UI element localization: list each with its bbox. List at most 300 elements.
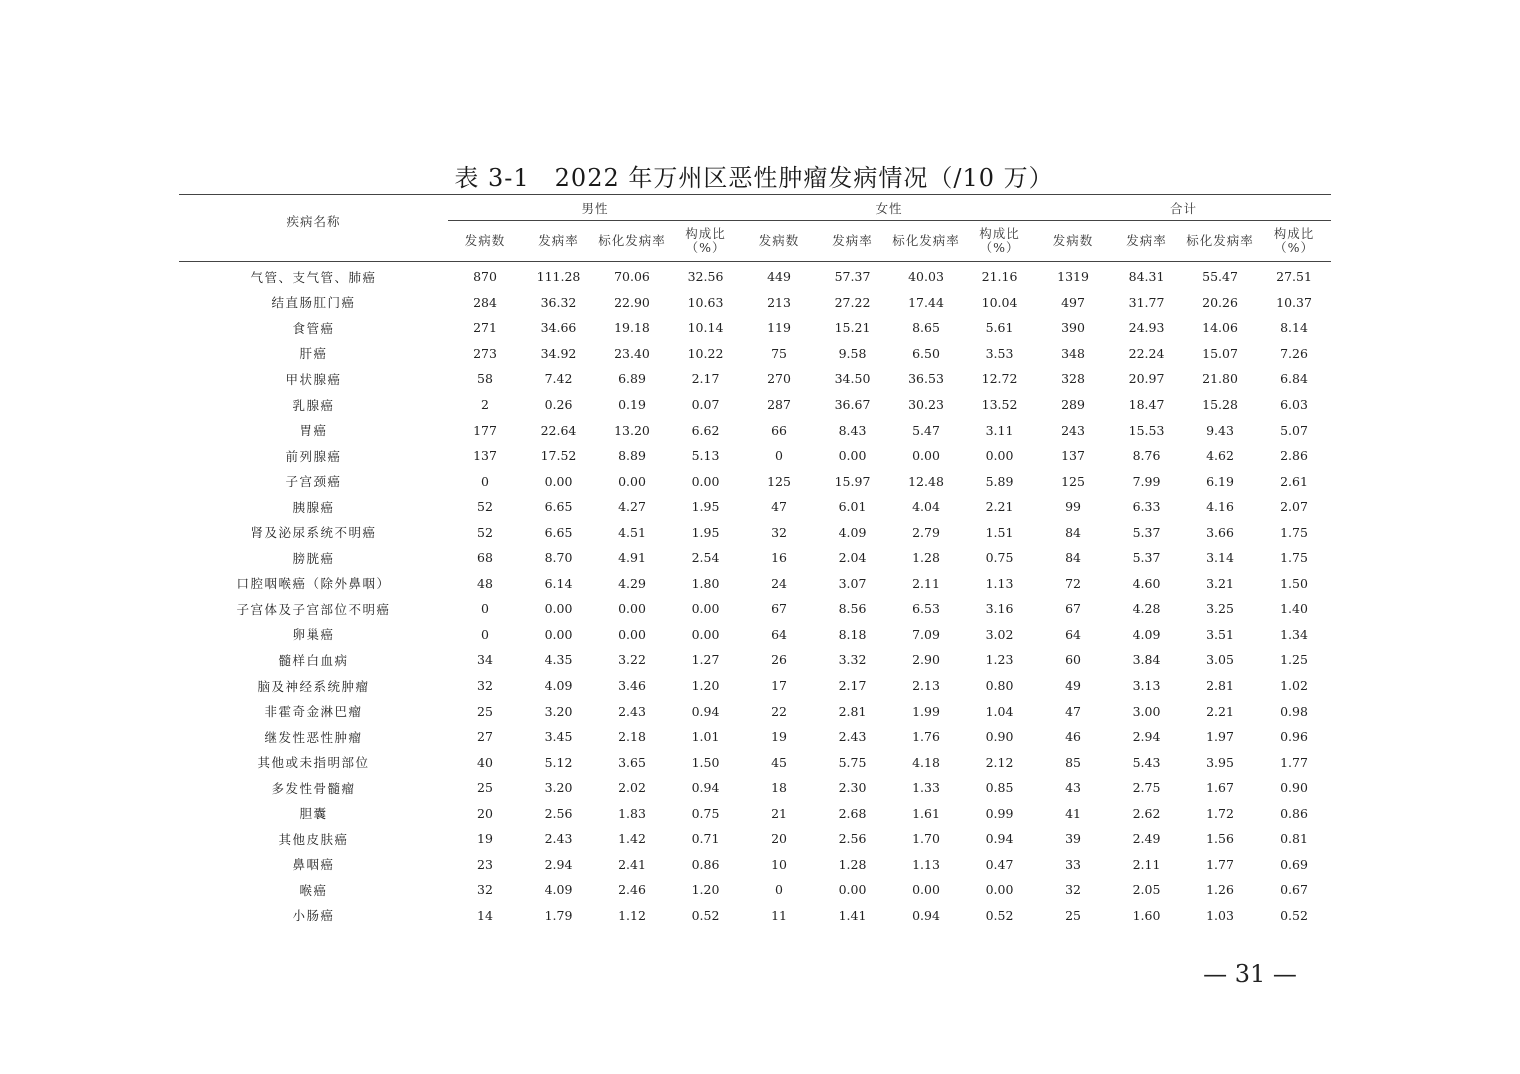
sub-header-cell bbox=[963, 221, 1036, 262]
value-cell: 2.17 bbox=[691, 371, 720, 387]
value-cell: 1.77 bbox=[1206, 856, 1234, 872]
value-cell: 20 bbox=[771, 831, 787, 847]
value-cell: 6.19 bbox=[1206, 473, 1234, 489]
disease-name-cell: 胆囊 bbox=[299, 806, 328, 822]
table-body bbox=[179, 262, 1331, 929]
value-cell: 75 bbox=[771, 345, 787, 361]
value-cell: 7.09 bbox=[912, 626, 940, 642]
value-cell: 2.41 bbox=[618, 856, 646, 872]
table-row bbox=[179, 800, 1331, 826]
value-cell: 0.75 bbox=[691, 805, 720, 821]
value-cell: 25 bbox=[477, 780, 493, 796]
value-cell: 3.14 bbox=[1206, 550, 1234, 566]
value-cell: 67 bbox=[1065, 601, 1081, 617]
sub-header-cell bbox=[1036, 221, 1110, 262]
value-cell: 2.56 bbox=[544, 805, 573, 821]
value-cell: 14.06 bbox=[1202, 320, 1238, 336]
value-cell: 0 bbox=[775, 882, 783, 898]
table-row bbox=[179, 826, 1331, 852]
value-cell: 0.00 bbox=[838, 448, 867, 464]
value-cell: 3.95 bbox=[1206, 754, 1234, 770]
value-cell: 4.29 bbox=[618, 575, 646, 591]
value-cell: 20 bbox=[477, 805, 493, 821]
value-cell: 1.02 bbox=[1280, 678, 1308, 694]
value-cell: 10.14 bbox=[687, 320, 724, 336]
table-row bbox=[179, 417, 1331, 443]
disease-name-cell: 前列腺癌 bbox=[285, 448, 342, 464]
value-cell: 24 bbox=[771, 575, 787, 591]
value-cell: 34.92 bbox=[540, 345, 577, 361]
value-cell: 8.18 bbox=[838, 626, 867, 642]
value-cell: 27.51 bbox=[1276, 269, 1312, 285]
value-cell: 3.11 bbox=[985, 422, 1014, 438]
value-cell: 1.60 bbox=[1132, 907, 1161, 923]
disease-name-cell: 继发性恶性肿瘤 bbox=[264, 729, 363, 745]
value-cell: 1.23 bbox=[985, 652, 1014, 668]
value-cell: 39 bbox=[1065, 831, 1081, 847]
sub-header-cell bbox=[742, 221, 816, 262]
value-cell: 6.14 bbox=[544, 575, 573, 591]
value-cell: 0.67 bbox=[1280, 882, 1308, 898]
value-cell: 0.99 bbox=[985, 805, 1014, 821]
value-cell: 0.94 bbox=[912, 907, 940, 923]
value-cell: 1.20 bbox=[691, 882, 720, 898]
value-cell: 22 bbox=[771, 703, 787, 719]
value-cell: 3.13 bbox=[1132, 678, 1161, 694]
value-cell: 348 bbox=[1061, 345, 1085, 361]
value-cell: 8.70 bbox=[544, 550, 573, 566]
value-cell: 2 bbox=[481, 397, 489, 412]
value-cell: 5.47 bbox=[912, 422, 940, 438]
disease-name-cell: 结直肠肛门癌 bbox=[271, 295, 356, 311]
value-cell: 2.43 bbox=[544, 831, 573, 847]
value-cell: 1.01 bbox=[691, 729, 720, 745]
value-cell: 5.75 bbox=[838, 754, 867, 770]
value-cell: 22.90 bbox=[614, 294, 650, 310]
value-cell: 66 bbox=[771, 422, 787, 438]
value-cell: 68 bbox=[477, 550, 493, 566]
value-cell: 1.04 bbox=[985, 703, 1014, 719]
value-cell: 1.67 bbox=[1206, 780, 1234, 796]
value-cell: 15.07 bbox=[1202, 345, 1238, 361]
value-cell: 4.18 bbox=[912, 754, 940, 770]
value-cell: 1.26 bbox=[1206, 882, 1234, 898]
value-cell: 3.20 bbox=[544, 703, 573, 719]
value-cell: 2.56 bbox=[838, 831, 867, 847]
value-cell: 1.03 bbox=[1206, 907, 1234, 923]
value-cell: 1.50 bbox=[1280, 575, 1308, 591]
value-cell: 0.75 bbox=[985, 550, 1014, 566]
value-cell: 0 bbox=[481, 601, 489, 617]
table-row bbox=[179, 341, 1331, 367]
sub-header-cell bbox=[889, 221, 963, 262]
value-cell: 2.90 bbox=[912, 652, 940, 668]
value-cell: 1.33 bbox=[912, 780, 940, 796]
table-row bbox=[179, 775, 1331, 801]
value-cell: 34.50 bbox=[834, 371, 871, 387]
value-cell: 5.37 bbox=[1132, 550, 1161, 566]
table-row bbox=[179, 262, 1331, 290]
sub-header-unit: （%） bbox=[1274, 240, 1314, 255]
value-cell: 52 bbox=[477, 499, 493, 515]
value-cell: 22.64 bbox=[540, 422, 577, 438]
value-cell: 27 bbox=[477, 729, 493, 745]
value-cell: 0.00 bbox=[544, 601, 573, 617]
value-cell: 1.61 bbox=[912, 805, 940, 821]
value-cell: 6.33 bbox=[1132, 499, 1161, 515]
value-cell: 328 bbox=[1061, 371, 1085, 387]
value-cell: 0.96 bbox=[1280, 729, 1308, 745]
value-cell: 1.50 bbox=[691, 754, 720, 770]
value-cell: 6.84 bbox=[1280, 371, 1308, 387]
value-cell: 31.77 bbox=[1128, 294, 1165, 310]
value-cell: 2.61 bbox=[1280, 473, 1308, 489]
value-cell: 25 bbox=[1065, 907, 1081, 923]
value-cell: 5.13 bbox=[691, 448, 720, 464]
sub-header-label: 发病数 bbox=[758, 233, 800, 248]
value-cell: 1.95 bbox=[691, 524, 720, 540]
value-cell: 84 bbox=[1065, 524, 1081, 540]
table-row bbox=[179, 468, 1331, 494]
value-cell: 13.20 bbox=[614, 422, 650, 438]
value-cell: 0.52 bbox=[985, 907, 1014, 923]
value-cell: 32 bbox=[477, 678, 493, 694]
value-cell: 43 bbox=[1065, 780, 1081, 796]
sub-header-label: 构成比 bbox=[1273, 226, 1315, 241]
value-cell: 0.52 bbox=[1280, 907, 1308, 923]
value-cell: 1.12 bbox=[618, 907, 646, 923]
disease-name-cell: 多发性骨髓瘤 bbox=[271, 780, 356, 796]
value-cell: 0.47 bbox=[985, 856, 1014, 872]
value-cell: 10.22 bbox=[687, 345, 724, 361]
value-cell: 3.07 bbox=[838, 575, 867, 591]
value-cell: 270 bbox=[767, 371, 791, 387]
sub-header-cell bbox=[1110, 221, 1183, 262]
value-cell: 3.45 bbox=[544, 729, 573, 745]
value-cell: 3.65 bbox=[618, 754, 646, 770]
value-cell: 2.11 bbox=[912, 575, 940, 591]
value-cell: 36.67 bbox=[834, 397, 871, 412]
value-cell: 55.47 bbox=[1202, 269, 1238, 285]
value-cell: 2.62 bbox=[1132, 805, 1161, 821]
value-cell: 1.13 bbox=[912, 856, 940, 872]
value-cell: 0.00 bbox=[838, 882, 867, 898]
value-cell: 1.40 bbox=[1280, 601, 1308, 617]
disease-name-cell: 喉癌 bbox=[299, 882, 328, 898]
value-cell: 1.13 bbox=[985, 575, 1014, 591]
value-cell: 3.21 bbox=[1206, 575, 1234, 591]
table-row bbox=[179, 852, 1331, 878]
value-cell: 2.46 bbox=[618, 882, 646, 898]
value-cell: 1.25 bbox=[1280, 652, 1308, 668]
group-header-female: 女性 bbox=[742, 195, 1036, 221]
value-cell: 49 bbox=[1065, 678, 1081, 694]
sub-header-cell bbox=[816, 221, 889, 262]
value-cell: 64 bbox=[1065, 626, 1081, 642]
table-row bbox=[179, 622, 1331, 648]
value-cell: 4.35 bbox=[544, 652, 573, 668]
value-cell: 27.22 bbox=[834, 294, 871, 310]
value-cell: 8.65 bbox=[912, 320, 940, 336]
value-cell: 1.75 bbox=[1280, 524, 1308, 540]
value-cell: 2.81 bbox=[1206, 678, 1234, 694]
page-number: — 31 — bbox=[1203, 960, 1297, 988]
value-cell: 0 bbox=[481, 626, 489, 642]
value-cell: 1.95 bbox=[691, 499, 720, 515]
sub-header-cell bbox=[448, 221, 522, 262]
value-cell: 1.77 bbox=[1280, 754, 1308, 770]
table-row bbox=[179, 571, 1331, 597]
value-cell: 5.07 bbox=[1280, 422, 1308, 438]
value-cell: 0.52 bbox=[691, 907, 720, 923]
disease-name-cell: 脑及神经系统肿瘤 bbox=[257, 678, 370, 694]
value-cell: 1.79 bbox=[544, 907, 573, 923]
disease-name-cell: 口腔咽喉癌（除外鼻咽） bbox=[236, 576, 391, 592]
sub-header-label: 发病率 bbox=[538, 233, 579, 248]
table-row bbox=[179, 877, 1331, 903]
sub-header-cell bbox=[669, 221, 742, 262]
sub-header-unit: （%） bbox=[979, 240, 1020, 255]
value-cell: 1.80 bbox=[691, 575, 720, 591]
value-cell: 3.00 bbox=[1132, 703, 1161, 719]
value-cell: 32 bbox=[771, 524, 787, 540]
sub-header-cell bbox=[522, 221, 595, 262]
disease-name-cell: 肾及泌尿系统不明癌 bbox=[250, 525, 377, 541]
value-cell: 1.70 bbox=[912, 831, 940, 847]
sub-header-label: 标化发病率 bbox=[1186, 233, 1254, 248]
value-cell: 177 bbox=[473, 422, 497, 438]
value-cell: 2.81 bbox=[838, 703, 867, 719]
value-cell: 3.46 bbox=[618, 678, 646, 694]
value-cell: 390 bbox=[1061, 320, 1085, 336]
value-cell: 119 bbox=[767, 320, 791, 336]
value-cell: 0.86 bbox=[1280, 805, 1308, 821]
value-cell: 4.09 bbox=[1132, 626, 1161, 642]
disease-name-cell: 卵巢癌 bbox=[292, 627, 335, 643]
value-cell: 10.37 bbox=[1276, 294, 1312, 310]
table-header bbox=[179, 195, 1331, 262]
sub-header-cell bbox=[595, 221, 669, 262]
value-cell: 0.00 bbox=[618, 473, 646, 489]
value-cell: 2.12 bbox=[985, 754, 1014, 770]
value-cell: 22.24 bbox=[1128, 345, 1165, 361]
value-cell: 2.17 bbox=[838, 678, 867, 694]
table-row bbox=[179, 315, 1331, 341]
value-cell: 64 bbox=[771, 626, 787, 642]
value-cell: 21 bbox=[771, 805, 787, 821]
value-cell: 25 bbox=[477, 703, 493, 719]
value-cell: 84 bbox=[1065, 550, 1081, 566]
value-cell: 2.21 bbox=[985, 499, 1014, 515]
value-cell: 497 bbox=[1061, 294, 1085, 310]
value-cell: 20.26 bbox=[1202, 294, 1238, 310]
value-cell: 36.32 bbox=[540, 294, 577, 310]
incidence-table bbox=[179, 194, 1331, 928]
sub-header-label: 发病数 bbox=[1052, 233, 1094, 248]
sub-header-label: 发病率 bbox=[832, 233, 873, 248]
value-cell: 8.76 bbox=[1132, 448, 1161, 464]
value-cell: 3.20 bbox=[544, 780, 573, 796]
value-cell: 1.34 bbox=[1280, 626, 1308, 642]
value-cell: 273 bbox=[473, 345, 497, 361]
value-cell: 10 bbox=[771, 856, 787, 872]
value-cell: 58 bbox=[477, 371, 493, 387]
value-cell: 48 bbox=[477, 575, 493, 591]
value-cell: 3.51 bbox=[1206, 626, 1234, 642]
value-cell: 271 bbox=[473, 320, 497, 336]
value-cell: 6.03 bbox=[1280, 397, 1308, 412]
value-cell: 125 bbox=[1061, 473, 1085, 489]
value-cell: 0 bbox=[481, 473, 489, 489]
value-cell: 6.62 bbox=[691, 422, 720, 438]
value-cell: 1.28 bbox=[912, 550, 940, 566]
value-cell: 1.76 bbox=[912, 729, 940, 745]
value-cell: 0.90 bbox=[985, 729, 1014, 745]
value-cell: 0.00 bbox=[691, 601, 720, 617]
value-cell: 21.16 bbox=[981, 269, 1018, 285]
value-cell: 45 bbox=[771, 754, 787, 770]
value-cell: 0.71 bbox=[691, 831, 720, 847]
value-cell: 30.23 bbox=[908, 397, 944, 412]
table-row bbox=[179, 545, 1331, 571]
value-cell: 0.26 bbox=[544, 397, 573, 412]
value-cell: 0.00 bbox=[912, 448, 940, 464]
value-cell: 85 bbox=[1065, 754, 1081, 770]
table-row bbox=[179, 290, 1331, 316]
value-cell: 870 bbox=[473, 269, 497, 285]
disease-name-cell: 其他或未指明部位 bbox=[257, 755, 370, 771]
value-cell: 137 bbox=[473, 448, 497, 464]
value-cell: 0.07 bbox=[691, 397, 720, 412]
disease-name-cell: 肝癌 bbox=[299, 346, 328, 362]
value-cell: 137 bbox=[1061, 448, 1085, 464]
value-cell: 3.22 bbox=[618, 652, 646, 668]
value-cell: 1.56 bbox=[1206, 831, 1234, 847]
value-cell: 3.84 bbox=[1132, 652, 1161, 668]
value-cell: 0.86 bbox=[691, 856, 720, 872]
disease-name-cell: 子宫体及子宫部位不明癌 bbox=[236, 601, 391, 617]
value-cell: 23 bbox=[477, 856, 493, 872]
value-cell: 284 bbox=[473, 294, 497, 310]
value-cell: 33 bbox=[1065, 856, 1081, 872]
value-cell: 3.32 bbox=[838, 652, 867, 668]
value-cell: 287 bbox=[767, 397, 791, 412]
value-cell: 7.26 bbox=[1280, 345, 1308, 361]
value-cell: 2.43 bbox=[618, 703, 646, 719]
group-header-row bbox=[179, 195, 1331, 221]
value-cell: 3.25 bbox=[1206, 601, 1234, 617]
table-row bbox=[179, 647, 1331, 673]
value-cell: 15.53 bbox=[1128, 422, 1165, 438]
value-cell: 7.99 bbox=[1132, 473, 1161, 489]
value-cell: 57.37 bbox=[834, 269, 871, 285]
value-cell: 11 bbox=[771, 907, 787, 923]
disease-name-cell: 气管、支气管、肺癌 bbox=[250, 269, 377, 285]
value-cell: 0.80 bbox=[985, 678, 1014, 694]
sub-header-label: 标化发病率 bbox=[598, 233, 666, 248]
value-cell: 0.00 bbox=[985, 448, 1014, 464]
value-cell: 70.06 bbox=[614, 269, 650, 285]
value-cell: 4.04 bbox=[912, 499, 940, 515]
value-cell: 289 bbox=[1061, 397, 1085, 412]
value-cell: 0.81 bbox=[1280, 831, 1308, 847]
value-cell: 125 bbox=[767, 473, 791, 489]
value-cell: 19 bbox=[477, 831, 493, 847]
disease-name-cell: 乳腺癌 bbox=[292, 397, 335, 413]
value-cell: 4.16 bbox=[1206, 499, 1234, 515]
disease-name-cell: 髓样白血病 bbox=[278, 652, 349, 668]
value-cell: 2.54 bbox=[691, 550, 720, 566]
group-header-male: 男性 bbox=[448, 195, 742, 221]
value-cell: 36.53 bbox=[908, 371, 944, 387]
value-cell: 9.43 bbox=[1206, 422, 1234, 438]
value-cell: 26 bbox=[771, 652, 787, 668]
sub-header-label: 发病率 bbox=[1126, 233, 1167, 248]
value-cell: 34.66 bbox=[540, 320, 577, 336]
value-cell: 0.94 bbox=[985, 831, 1014, 847]
value-cell: 0.98 bbox=[1280, 703, 1308, 719]
value-cell: 1.20 bbox=[691, 678, 720, 694]
table-row bbox=[179, 366, 1331, 392]
value-cell: 4.09 bbox=[838, 524, 867, 540]
value-cell: 2.94 bbox=[1132, 729, 1161, 745]
value-cell: 17.52 bbox=[540, 448, 577, 464]
value-cell: 34 bbox=[477, 652, 493, 668]
table-row bbox=[179, 724, 1331, 750]
disease-name-cell: 胃癌 bbox=[299, 423, 328, 439]
value-cell: 4.62 bbox=[1206, 448, 1234, 464]
value-cell: 2.75 bbox=[1132, 780, 1161, 796]
value-cell: 449 bbox=[767, 269, 791, 285]
disease-name-cell: 甲状腺癌 bbox=[285, 371, 342, 387]
value-cell: 41 bbox=[1065, 805, 1081, 821]
disease-name-cell: 鼻咽癌 bbox=[292, 857, 335, 873]
value-cell: 12.48 bbox=[908, 473, 944, 489]
value-cell: 2.49 bbox=[1132, 831, 1161, 847]
value-cell: 5.12 bbox=[544, 754, 573, 770]
value-cell: 2.07 bbox=[1280, 499, 1308, 515]
value-cell: 2.79 bbox=[912, 524, 940, 540]
sub-header-label: 构成比 bbox=[685, 226, 726, 241]
value-cell: 47 bbox=[771, 499, 787, 515]
sub-header-label: 构成比 bbox=[979, 226, 1020, 241]
group-header-total: 合计 bbox=[1036, 195, 1331, 221]
value-cell: 0.94 bbox=[691, 780, 720, 796]
value-cell: 3.05 bbox=[1206, 652, 1234, 668]
value-cell: 19 bbox=[771, 729, 787, 745]
table-row bbox=[179, 519, 1331, 545]
value-cell: 4.09 bbox=[544, 882, 573, 898]
disease-name-cell: 非霍奇金淋巴瘤 bbox=[264, 704, 363, 720]
table-row bbox=[179, 749, 1331, 775]
value-cell: 32 bbox=[1065, 882, 1081, 898]
value-cell: 6.65 bbox=[544, 524, 573, 540]
table-row bbox=[179, 698, 1331, 724]
value-cell: 67 bbox=[771, 601, 787, 617]
table-row bbox=[179, 903, 1331, 929]
value-cell: 5.43 bbox=[1132, 754, 1161, 770]
value-cell: 5.61 bbox=[985, 320, 1014, 336]
value-cell: 19.18 bbox=[614, 320, 650, 336]
value-cell: 7.42 bbox=[544, 371, 573, 387]
value-cell: 0.00 bbox=[691, 473, 720, 489]
value-cell: 2.18 bbox=[618, 729, 646, 745]
value-cell: 0.90 bbox=[1280, 780, 1308, 796]
value-cell: 1.99 bbox=[912, 703, 940, 719]
value-cell: 4.60 bbox=[1132, 575, 1161, 591]
value-cell: 8.14 bbox=[1280, 320, 1308, 336]
value-cell: 5.89 bbox=[985, 473, 1014, 489]
